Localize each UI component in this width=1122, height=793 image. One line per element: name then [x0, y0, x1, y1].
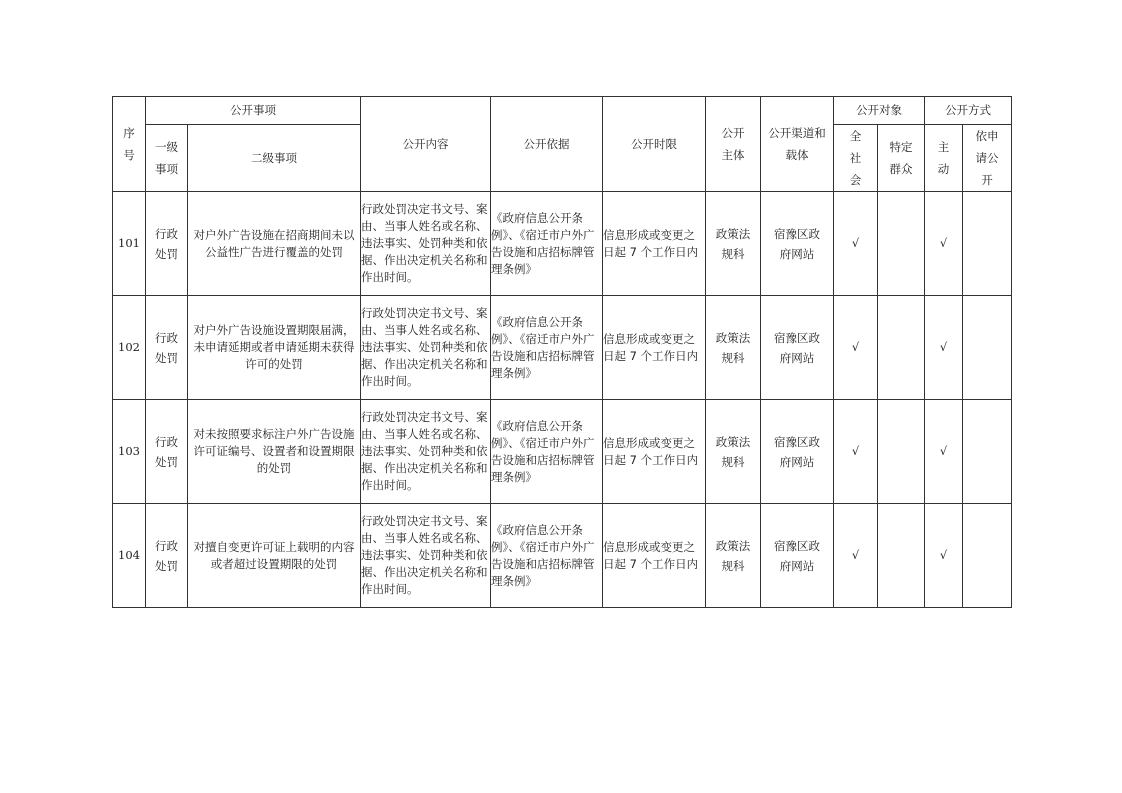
row-active-check: √	[925, 192, 963, 296]
row-specific-group-check	[878, 504, 925, 608]
row-whole-society-check: √	[834, 400, 878, 504]
row-active-check: √	[925, 504, 963, 608]
disclosure-table	[112, 96, 1012, 608]
row-level1: 行政处罚	[146, 400, 188, 504]
row-specific-group-check	[878, 192, 925, 296]
table-row	[113, 192, 1012, 296]
header-active: 主动	[925, 125, 963, 192]
header-channel: 公开渠道和载体	[761, 97, 834, 192]
row-time-limit: 信息形成或变更之日起 7 个工作日内	[603, 192, 706, 296]
header-subject: 公开主体	[706, 97, 761, 192]
header-level1: 一级事项	[146, 125, 188, 192]
row-content: 行政处罚决定书文号、案由、当事人姓名或名称、违法事实、处罚种类和依据、作出决定机关名称和作出时间。	[361, 296, 491, 400]
row-specific-group-check	[878, 296, 925, 400]
header-content: 公开内容	[361, 97, 491, 192]
row-channel: 宿豫区政府网站	[761, 504, 834, 608]
row-number: 101	[113, 192, 146, 296]
row-subject: 政策法规科	[706, 400, 761, 504]
header-basis: 公开依据	[491, 97, 603, 192]
row-specific-group-check	[878, 400, 925, 504]
row-level2: 对擅自变更许可证上载明的内容或者超过设置期限的处罚	[188, 504, 361, 608]
table-row	[113, 504, 1012, 608]
header-whole-society: 全社会	[834, 125, 878, 192]
row-number: 103	[113, 400, 146, 504]
header-seq: 序号	[113, 97, 146, 192]
table-row	[113, 296, 1012, 400]
row-number: 104	[113, 504, 146, 608]
row-content: 行政处罚决定书文号、案由、当事人姓名或名称、违法事实、处罚种类和依据、作出决定机关名称和作出时间。	[361, 504, 491, 608]
row-level2: 对户外广告设施设置期限届满，未申请延期或者申请延期未获得许可的处罚	[188, 296, 361, 400]
row-channel: 宿豫区政府网站	[761, 296, 834, 400]
row-time-limit: 信息形成或变更之日起 7 个工作日内	[603, 296, 706, 400]
row-basis: 《政府信息公开条例》、《宿迁市户外广告设施和店招标牌管理条例》	[491, 296, 603, 400]
row-on-request-check	[963, 504, 1012, 608]
row-whole-society-check: √	[834, 192, 878, 296]
row-channel: 宿豫区政府网站	[761, 400, 834, 504]
row-whole-society-check: √	[834, 296, 878, 400]
row-basis: 《政府信息公开条例》、《宿迁市户外广告设施和店招标牌管理条例》	[491, 192, 603, 296]
row-on-request-check	[963, 296, 1012, 400]
header-on-request: 依申请公开	[963, 125, 1012, 192]
table-body	[113, 192, 1012, 608]
row-level1: 行政处罚	[146, 296, 188, 400]
row-whole-society-check: √	[834, 504, 878, 608]
header-audience: 公开对象	[834, 97, 925, 125]
header-method: 公开方式	[925, 97, 1012, 125]
row-number: 102	[113, 296, 146, 400]
row-basis: 《政府信息公开条例》、《宿迁市户外广告设施和店招标牌管理条例》	[491, 400, 603, 504]
header-level2: 二级事项	[188, 125, 361, 192]
row-active-check: √	[925, 400, 963, 504]
row-basis: 《政府信息公开条例》、《宿迁市户外广告设施和店招标牌管理条例》	[491, 504, 603, 608]
row-level1: 行政处罚	[146, 504, 188, 608]
row-channel: 宿豫区政府网站	[761, 192, 834, 296]
row-time-limit: 信息形成或变更之日起 7 个工作日内	[603, 504, 706, 608]
row-on-request-check	[963, 400, 1012, 504]
row-level2: 对户外广告设施在招商期间未以公益性广告进行覆盖的处罚	[188, 192, 361, 296]
row-time-limit: 信息形成或变更之日起 7 个工作日内	[603, 400, 706, 504]
table-row	[113, 400, 1012, 504]
header-specific-group: 特定群众	[878, 125, 925, 192]
row-content: 行政处罚决定书文号、案由、当事人姓名或名称、违法事实、处罚种类和依据、作出决定机关名称和作出时间。	[361, 192, 491, 296]
row-level1: 行政处罚	[146, 192, 188, 296]
row-on-request-check	[963, 192, 1012, 296]
header-items: 公开事项	[146, 97, 361, 125]
row-active-check: √	[925, 296, 963, 400]
row-subject: 政策法规科	[706, 296, 761, 400]
row-subject: 政策法规科	[706, 504, 761, 608]
row-content: 行政处罚决定书文号、案由、当事人姓名或名称、违法事实、处罚种类和依据、作出决定机关名称和作出时间。	[361, 400, 491, 504]
row-level2: 对未按照要求标注户外广告设施许可证编号、设置者和设置期限的处罚	[188, 400, 361, 504]
table-header	[113, 97, 1012, 192]
header-time-limit: 公开时限	[603, 97, 706, 192]
row-subject: 政策法规科	[706, 192, 761, 296]
